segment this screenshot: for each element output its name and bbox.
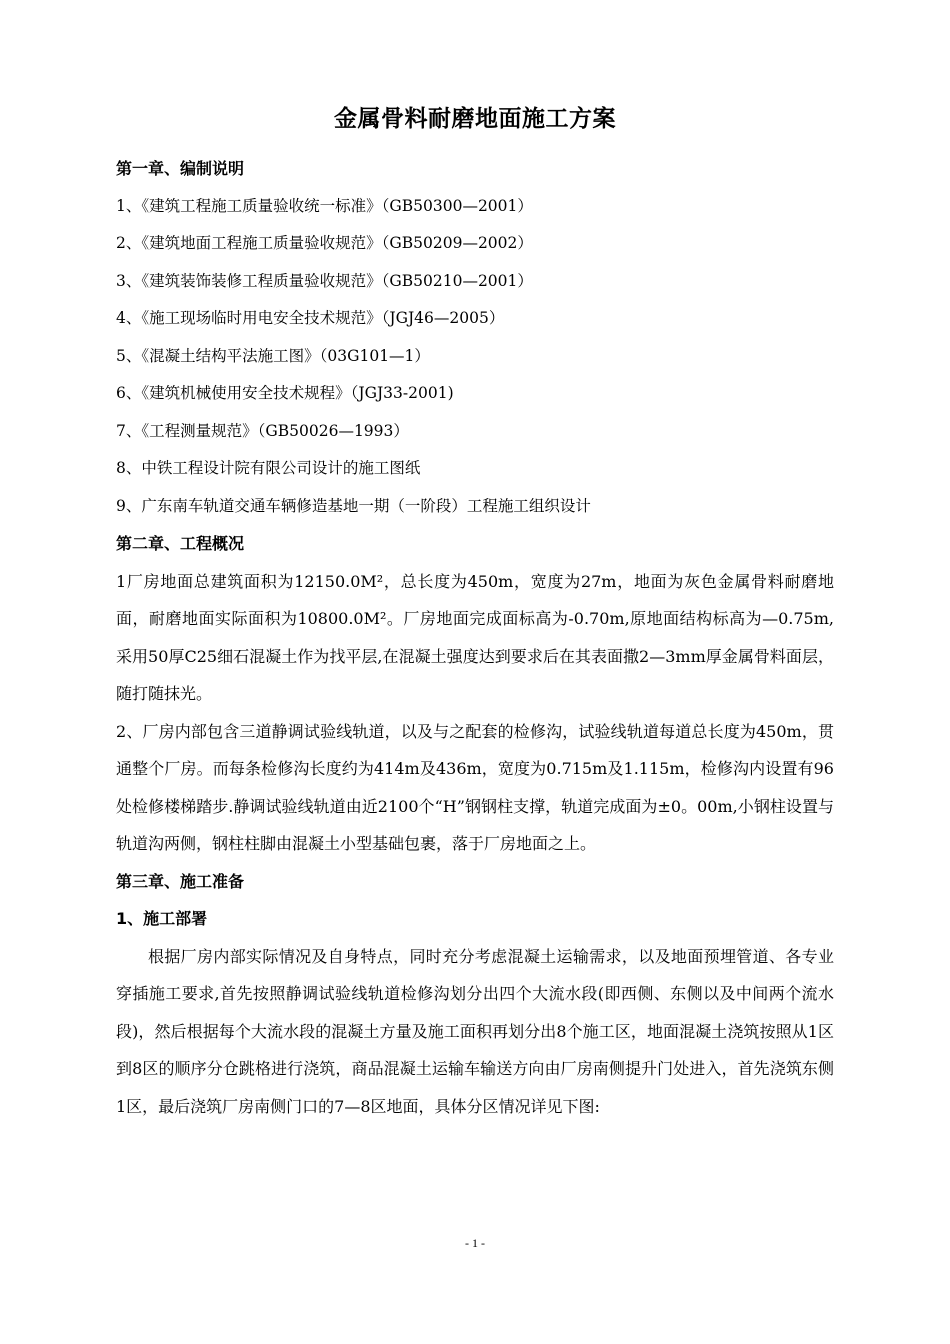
page-number: - 1 - — [465, 1236, 485, 1250]
reference-item: 7、《工程测量规范》（GB50026—1993） — [116, 421, 409, 440]
section-1-heading: 1、施工部署 — [116, 909, 208, 928]
reference-item: 8、中铁工程设计院有限公司设计的施工图纸 — [116, 459, 421, 477]
reference-item: 1、《建筑工程施工质量验收统一标准》（GB50300—2001） — [116, 196, 533, 215]
overview-paragraph-2: 2、厂房内部包含三道静调试验线轨道，以及与之配套的检修沟，试验线轨道每道总长度为450m，贯通整个厂房。而每条检修沟长度约为414m及436m，宽度为0.715m及1.115m，检修沟内设置有96处检修楼梯踏步.静调试验线轨道由近2100个“H”钢钢柱支撑，轨道完成面为±0。00m,小钢柱设置与轨道沟两侧，钢柱柱脚由混凝土小型基础包裹，落于厂房地面之上。 — [116, 721, 834, 853]
reference-item: 2、《建筑地面工程施工质量验收规范》（GB50209—2002） — [116, 234, 533, 252]
document-title: 金属骨料耐磨地面施工方案 — [334, 106, 616, 132]
chapter-1-heading: 第一章、编制说明 — [116, 159, 245, 178]
document-body — [116, 150, 834, 1125]
reference-item: 3、《建筑装饰装修工程质量验收规范》（GB50210—2001） — [116, 271, 533, 290]
chapter-2-heading: 第二章、工程概况 — [116, 534, 245, 553]
chapter-3-heading: 第三章、施工准备 — [116, 871, 245, 891]
reference-item: 5、《混凝土结构平法施工图》（03G101—1） — [116, 346, 430, 365]
overview-paragraph-1: 1厂房地面总建筑面积为12150.0M²，总长度为450m，宽度为27m，地面为灰色金属骨料耐磨地面，耐磨地面实际面积为10800.0M²。厂房地面完成面标高为-0.70m,原地面结构标高为—0.75m,采用50厚C25细石混凝土作为找平层,在混凝土强度达到要求后在其表面撒2—3mm厚金属骨料面层，随打随抹光。 — [116, 571, 834, 703]
deployment-paragraph: 根据厂房内部实际情况及自身特点，同时充分考虑混凝土运输需求，以及地面预埋管道、各专业穿插施工要求,首先按照静调试验线轨道检修沟划分出四个大流水段(即西侧、东侧以及中间两个流水段)，然后根据每个大流水段的混凝土方量及施工面积再划分出8个施工区，地面混凝土浇筑按照从1区到8区的顺序分仓跳格进行浇筑，商品混凝土运输车输送方向由厂房南侧提升门处进入，首先浇筑东侧1区，最后浇筑厂房南侧门口的7—8区地面，具体分区情况详见下图: — [116, 946, 834, 1116]
reference-item: 4、《施工现场临时用电安全技术规范》（JGJ46—2005） — [116, 309, 505, 327]
reference-item: 9、广东南车轨道交通车辆修造基地一期（一阶段）工程施工组织设计 — [116, 496, 591, 515]
reference-item: 6、《建筑机械使用安全技术规程》（JGJ33-2001) — [116, 384, 454, 402]
